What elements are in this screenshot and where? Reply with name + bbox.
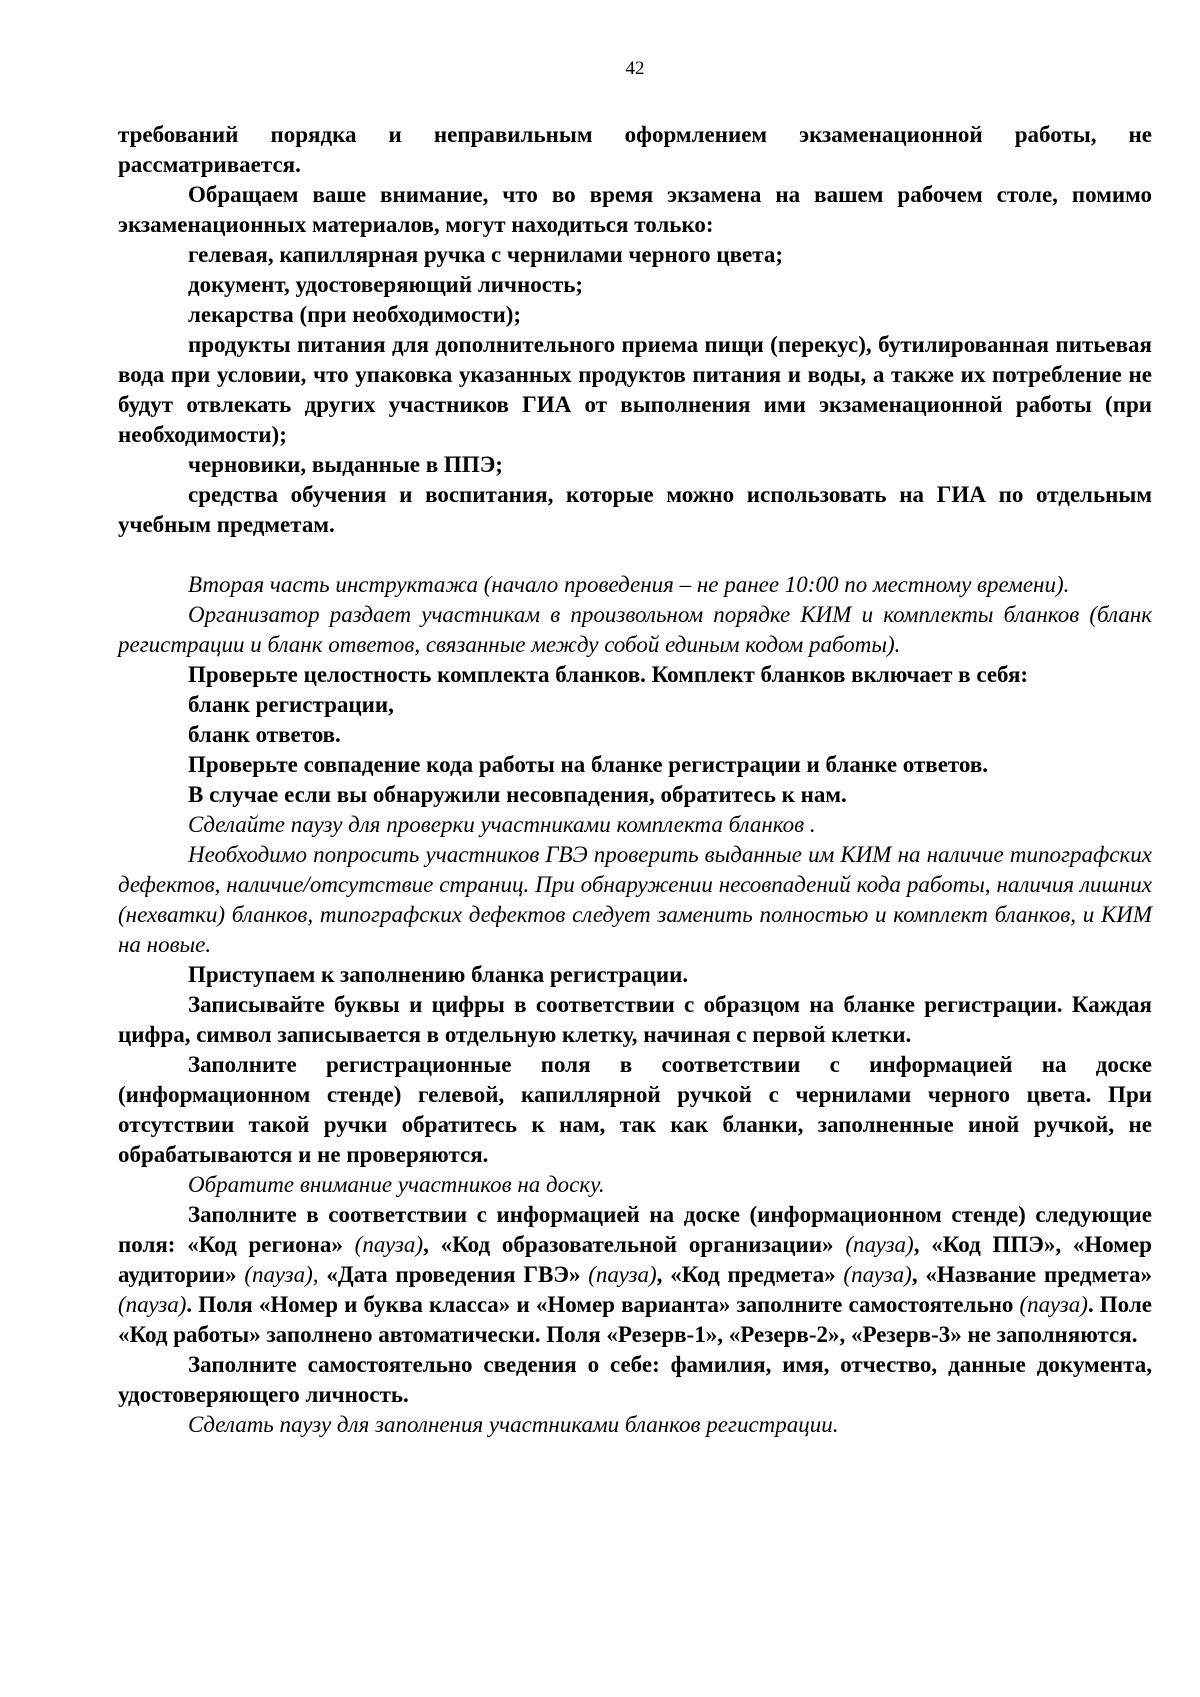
page-number: 42 bbox=[625, 58, 645, 79]
list-item-learning-aids: средства обучения и воспитания, которые можно использовать на ГИА по отдельным учебным предметам. bbox=[118, 482, 1152, 537]
paragraph-check-code: Проверьте совпадение кода работы на бланке регистрации и бланке ответов. bbox=[188, 752, 988, 777]
pause-note: (пауза) bbox=[588, 1262, 657, 1287]
paragraph-mismatch: В случае если вы обнаружили несовпадения, обратитесь к нам. bbox=[188, 782, 847, 807]
instruction-pause-registration: Сделать паузу для заполнения участниками бланков регистрации. bbox=[188, 1412, 839, 1437]
instruction-check-defects: Необходимо попросить участников ГВЭ проверить выданные им КИМ на наличие типографских дефектов, наличие/отсутствие страниц. При обнаружении несовпадений кода работы, наличия лишних (нехватки) бланков, типографских дефектов следует заменить полностью и комплект бланков, и КИМ на новые. bbox=[118, 842, 1152, 957]
text-segment: , «Код образовательной организации» bbox=[423, 1232, 846, 1257]
paragraph-gap bbox=[118, 540, 1152, 570]
text-segment: , «Код предмета» bbox=[656, 1262, 844, 1287]
instruction-pause-check: Сделайте паузу для проверки участниками комплекта бланков . bbox=[188, 812, 816, 837]
paragraph-fill-fields: Заполните регистрационные поля в соответствии с информацией на доске (информационном стенде) гелевой, капиллярной ручкой с чернилами черного цвета. При отсутствии такой ручки обратитесь к нам, так как бланки, заполненные иной ручкой, не обрабатываются и не проверяются. bbox=[118, 1052, 1152, 1167]
list-item-id-document: документ, удостоверяющий личность; bbox=[188, 272, 584, 297]
list-item-registration-form: бланк регистрации, bbox=[188, 692, 394, 717]
paragraph-check-set: Проверьте целостность комплекта бланков. Комплект бланков включает в себя: bbox=[188, 662, 1029, 687]
pause-note: (пауза) bbox=[1019, 1292, 1088, 1317]
text-segment: , «Код ППЭ», «Номер аудитории» bbox=[118, 1232, 1152, 1287]
paragraph-continuation: требований порядка и неправильным оформлением экзаменационной работы, не рассматривается. bbox=[118, 122, 1152, 177]
paragraph-start-filling: Приступаем к заполнению бланка регистрации. bbox=[188, 962, 689, 987]
paragraph-allowed-items-intro: Обращаем ваше внимание, что во время экзамена на вашем рабочем столе, помимо экзаменационных материалов, могут находиться только: bbox=[118, 182, 1152, 237]
list-item-drafts: черновики, выданные в ППЭ; bbox=[188, 452, 503, 477]
list-item-food-water: продукты питания для дополнительного приема пищи (перекус), бутилированная питьевая вода при условии, что упаковка указанных продуктов питания и воды, а также их потребление не будут отвлекать других участников ГИА от выполнения ими экзаменационной работы (при необходимости); bbox=[118, 332, 1152, 447]
paragraph-write-letters: Записывайте буквы и цифры в соответствии с образцом на бланке регистрации. Каждая цифра, символ записывается в отдельную клетку, начиная с первой клетки. bbox=[118, 992, 1152, 1047]
list-item-pen: гелевая, капиллярная ручка с чернилами черного цвета; bbox=[188, 242, 784, 267]
text-segment: Заполните в соответствии с информацией на доске (информационном стенде) следующие поля: «Код региона» bbox=[118, 1202, 1152, 1257]
instruction-distribute-kim: Организатор раздает участникам в произвольном порядке КИМ и комплекты бланков (бланк регистрации и бланк ответов, связанные между собой единым кодом работы). bbox=[118, 602, 1152, 657]
text-segment: . Поле «Код работы» заполнено автоматически. Поля «Резерв-1», «Резерв-2», «Резерв-3» не заполняются. bbox=[118, 1292, 1152, 1347]
pause-note: (пауза) bbox=[118, 1292, 187, 1317]
list-item-medicine: лекарства (при необходимости); bbox=[188, 302, 522, 327]
page-body bbox=[118, 120, 1152, 1440]
paragraph-fill-personal-info: Заполните самостоятельно сведения о себе: фамилия, имя, отчество, данные документа, удостоверяющего личность. bbox=[118, 1352, 1152, 1407]
list-item-answer-form: бланк ответов. bbox=[188, 722, 341, 747]
pause-note: (пауза) bbox=[354, 1232, 424, 1257]
paragraph-fill-by-board bbox=[118, 1200, 1152, 1350]
text-segment: . Поля «Номер и буква класса» и «Номер варианта» заполните самостоятельно bbox=[186, 1292, 1020, 1317]
pause-note: (пауза) bbox=[843, 1262, 912, 1287]
pause-note: (пауза), bbox=[244, 1262, 319, 1287]
instruction-second-part: Вторая часть инструктажа (начало проведения – не ранее 10:00 по местному времени). bbox=[188, 572, 1070, 597]
text-segment: «Дата проведения ГВЭ» bbox=[318, 1262, 589, 1287]
instruction-board-attention: Обратите внимание участников на доску. bbox=[188, 1172, 605, 1197]
text-segment: , «Название предмета» bbox=[911, 1262, 1152, 1287]
pause-note: (пауза) bbox=[845, 1232, 914, 1257]
